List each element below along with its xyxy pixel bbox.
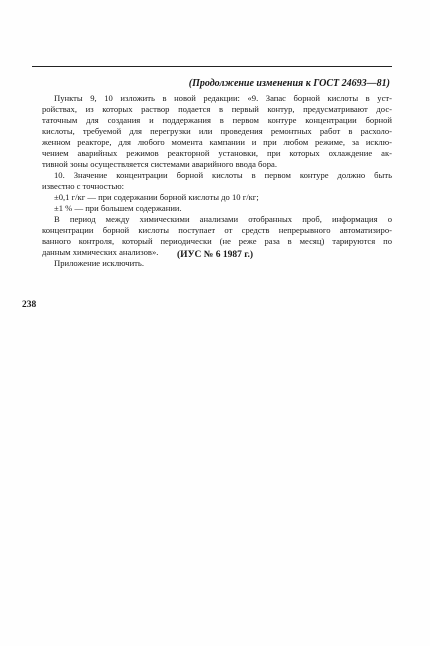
continuation-note: (Продолжение изменения к ГОСТ 24693—81) [188,78,390,89]
paragraph-line: кислоты, требуемой для перегрузки или проведения ремонтных работ в расхоло- [42,126,392,136]
paragraph-line: ройствах, из которых раствор подается в первый контур, предусматривают дос- [42,104,392,114]
paragraph-line: 10. Значение концентрации борной кислоты в первом контуре должно быть [54,170,392,180]
paragraph-line: чением аварийных режимов реакторной установки, при которых охлаждение ак- [42,148,392,158]
accuracy-item: ±0,1 г/кг — при содержании борной кислоты до 10 г/кг; [54,192,259,202]
paragraph-line: женном реакторе, для любого момента кампании и при любом режиме, за исклю- [42,137,392,147]
paragraph-line: ванного контроля, который периодически (не реже раза в месяц) тарируются по [42,236,392,246]
page-number: 238 [22,300,37,310]
paragraph-line: Приложение исключить. [54,258,144,268]
publication-reference: (ИУС № 6 1987 г.) [177,250,253,260]
top-divider [32,66,392,67]
paragraph-line: известно с точностью: [42,181,125,191]
accuracy-item: ±1 % — при большем содержании. [54,203,182,213]
document-body [42,93,392,269]
paragraph-line: данным химических анализов». [42,247,159,257]
paragraph-line: таточным для создания и поддержания в первом контуре концентрации борной [42,115,392,125]
paragraph-line: тивной зоны осуществляется системами аварийного ввода бора. [42,159,277,169]
paragraph-line: Пункты 9, 10 изложить в новой редакции: «9. Запас борной кислоты в уст- [54,93,392,103]
paragraph-line: В период между химическими анализами отобранных проб, информация о [54,214,392,224]
paragraph-line: концентрации борной кислоты поступает от средств непрерывного автоматизиро- [42,225,392,235]
